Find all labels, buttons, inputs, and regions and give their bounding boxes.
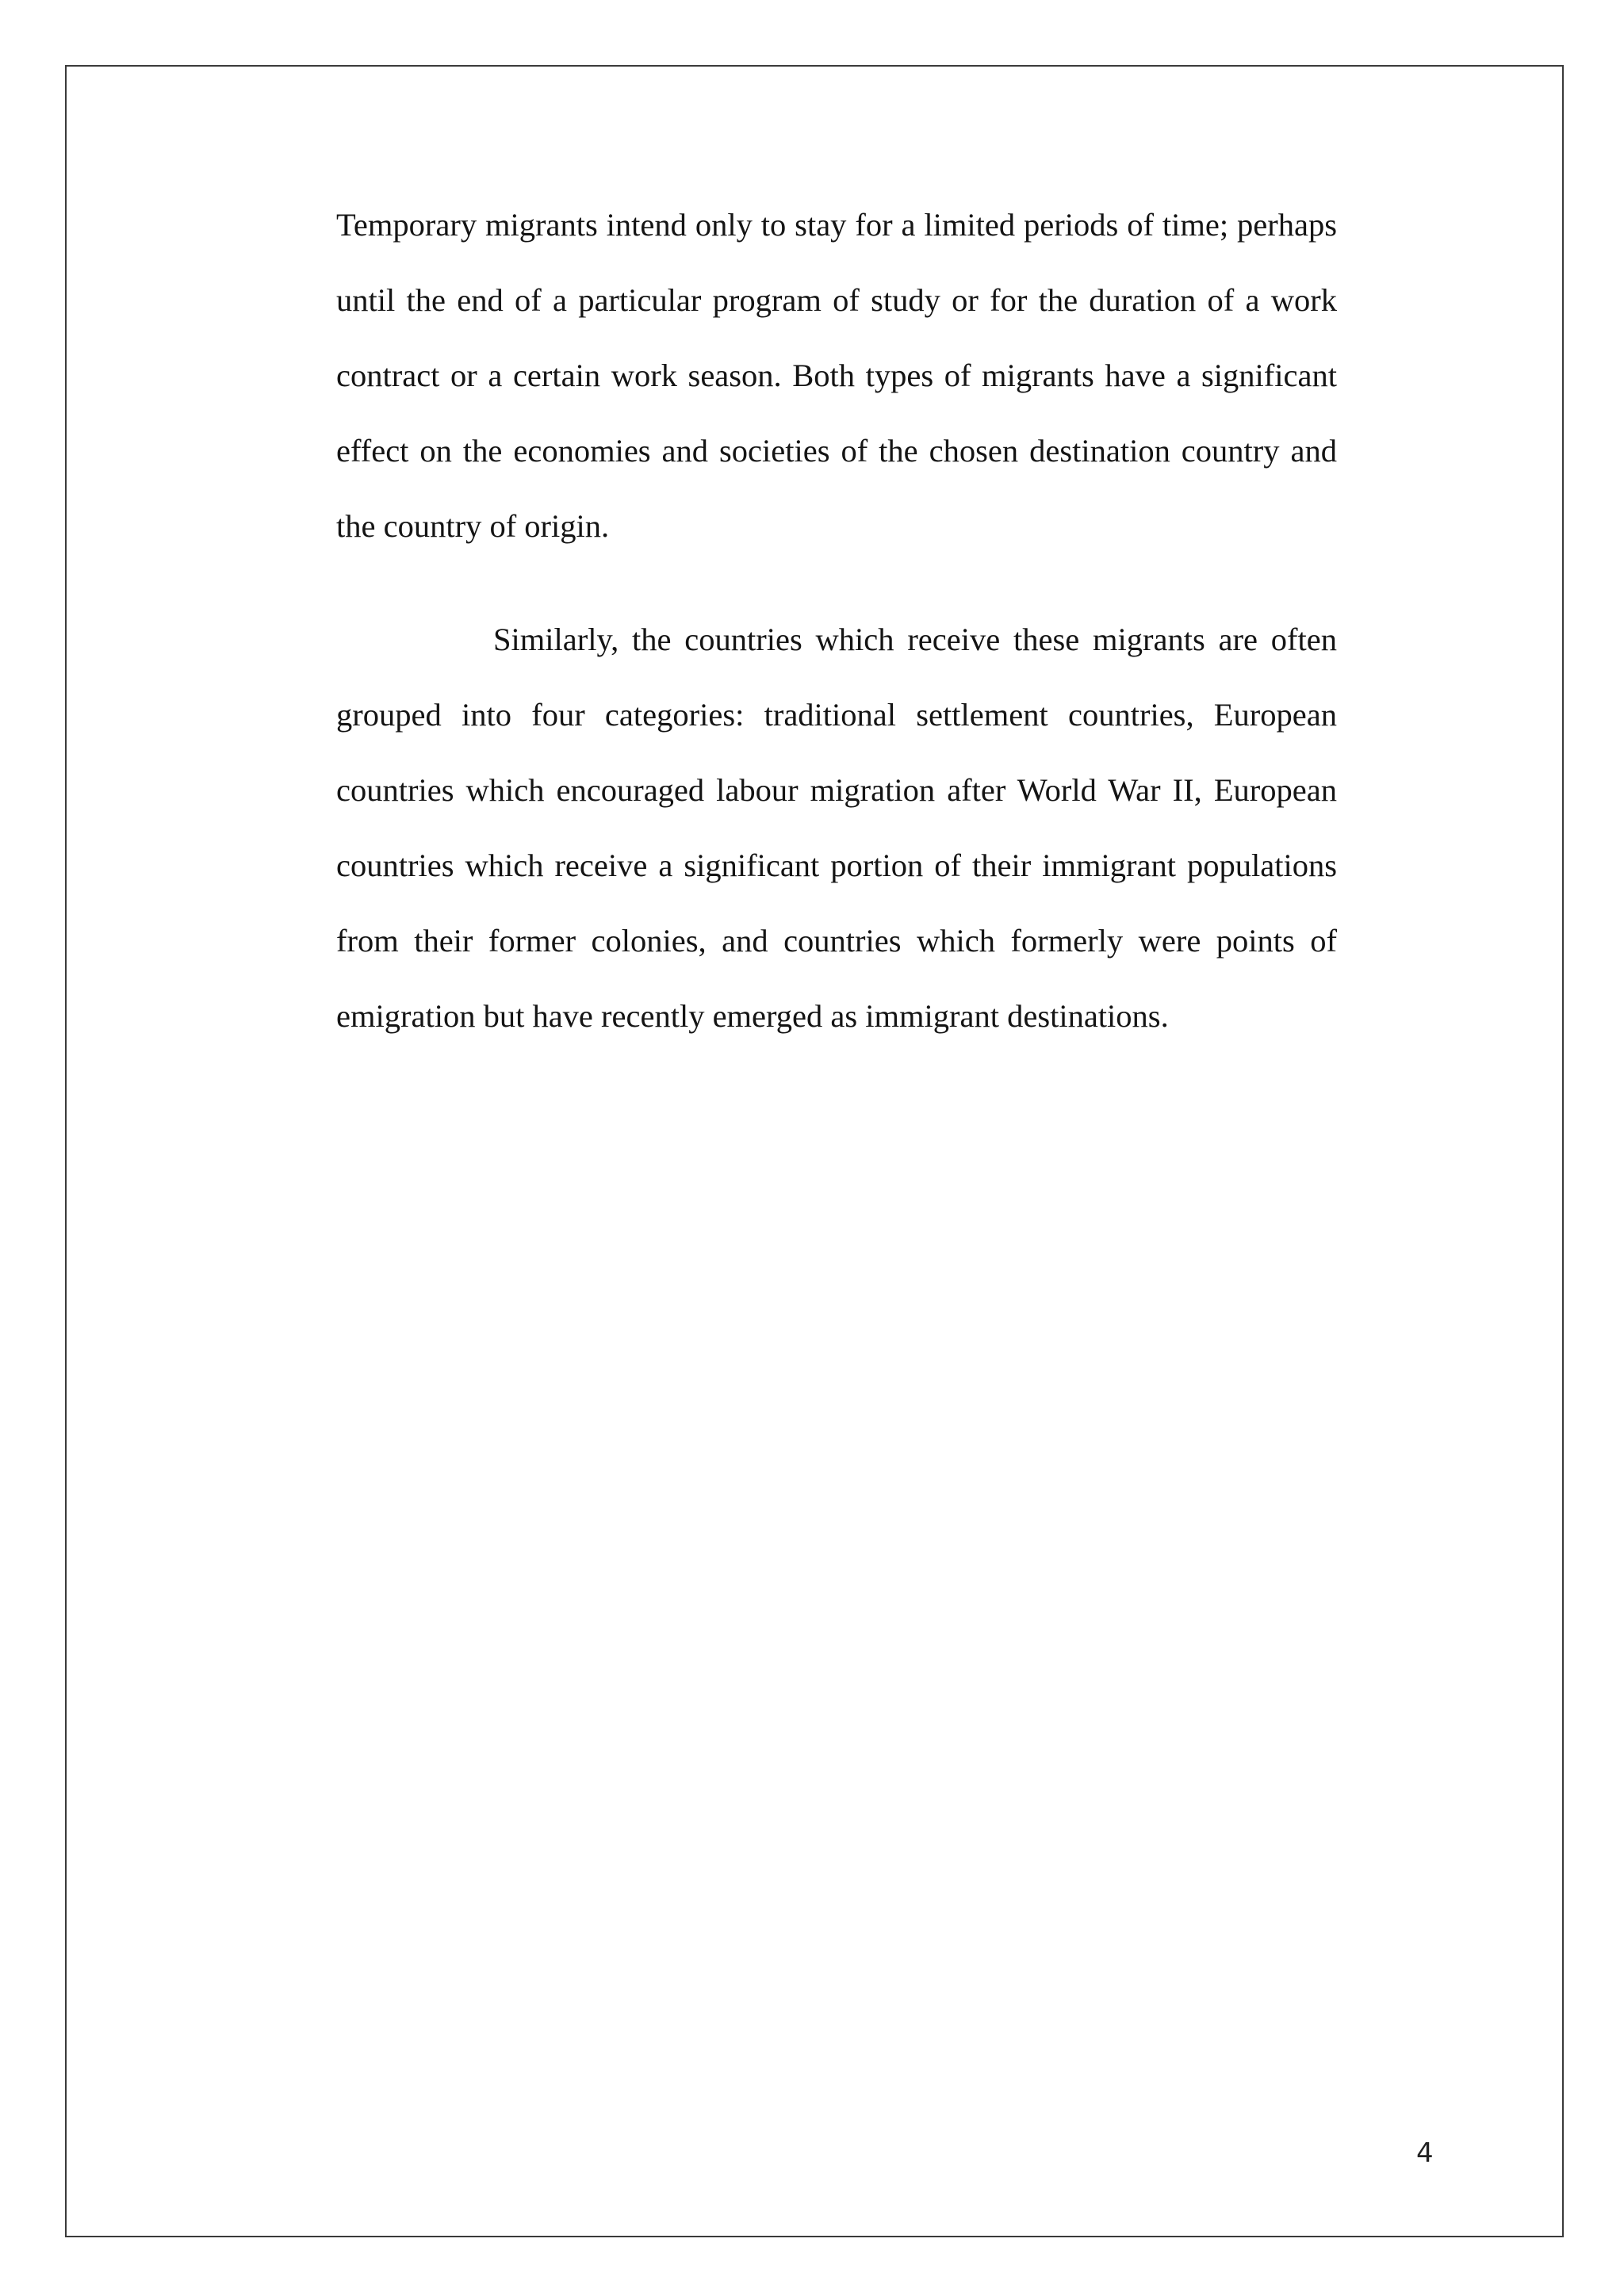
paragraph-receiving-countries: Similarly, the countries which receive these migrants are often grouped into four categories: traditional settlement countries, European countries which encouraged labour migration after World War II, European countries which receive a significant portion of their immigrant populations from their former colonies, and countries which formerly were points of emigration but have recently emerged as immigrant destinations.	[336, 622, 1337, 1034]
page-number: 4	[1416, 2137, 1434, 2169]
paragraph-temporary-migrants: Temporary migrants intend only to stay for a limited periods of time; perhaps until the end of a particular program of study or for the duration of a work contract or a certain work season. Both types of migrants have a significant effect on the economies and societies of the chosen destination country and the country of origin.	[336, 207, 1337, 544]
body-text	[336, 187, 1337, 1054]
